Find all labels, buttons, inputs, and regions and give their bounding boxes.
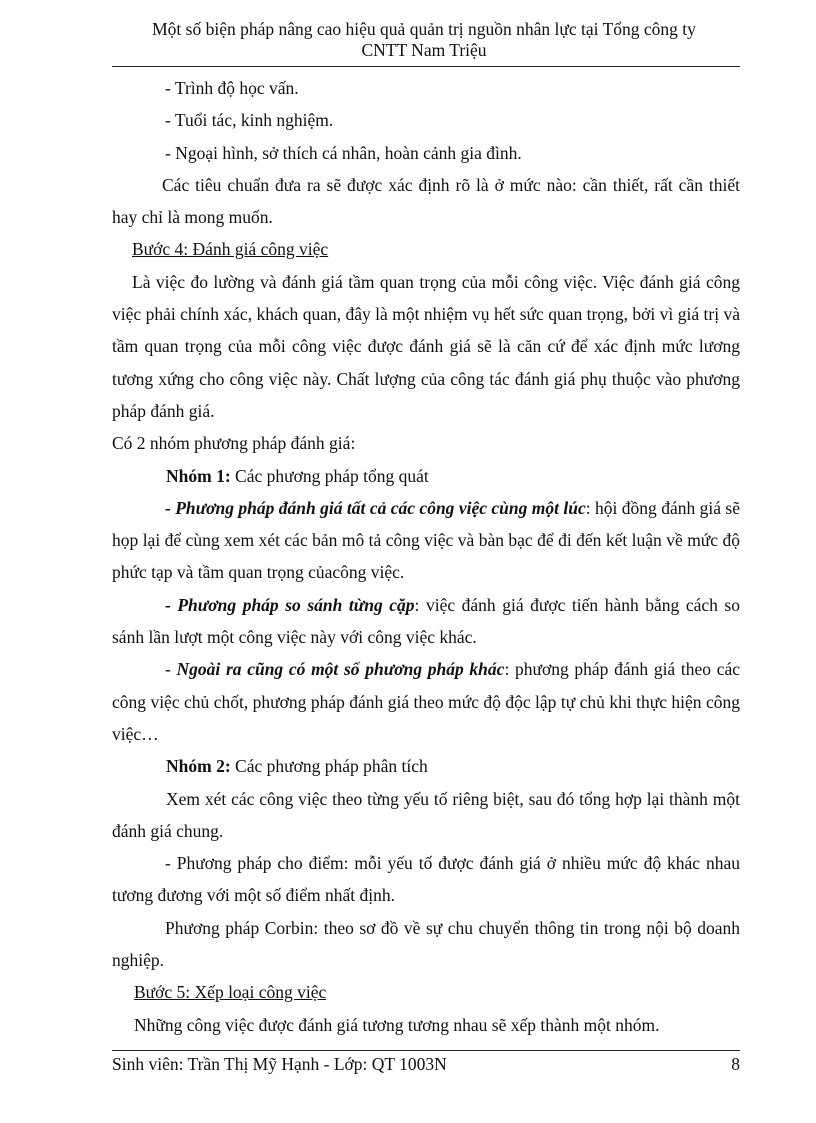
group-1-line bbox=[112, 460, 740, 492]
method-other bbox=[112, 653, 740, 750]
paragraph-criteria: Các tiêu chuẩn đưa ra sẽ được xác định rõ là ở mức nào: cần thiết, rất cần thiết hay chỉ là mong muốn. bbox=[112, 174, 740, 228]
paragraph-analysis: Xem xét các công việc theo từng yếu tố riêng biệt, sau đó tổng hợp lại thành một đánh giá chung. bbox=[112, 788, 740, 841]
step-4-heading bbox=[112, 233, 740, 265]
footer-divider bbox=[112, 1050, 740, 1051]
paragraph-job-classification: Những công việc được đánh giá tương tương nhau sẽ xếp thành một nhóm. bbox=[134, 1014, 660, 1035]
group-2-text: Các phương pháp phân tích bbox=[230, 756, 428, 777]
group-2-label: Nhóm 2: bbox=[166, 756, 231, 777]
group-1-label: Nhóm 1: bbox=[166, 465, 231, 486]
method-pairwise-label: - Phương pháp so sánh từng cặp bbox=[165, 594, 415, 615]
header-title-line-2: CNTT Nam Triệu bbox=[361, 40, 487, 60]
page-number: 8 bbox=[731, 1054, 740, 1074]
paragraph-job-evaluation: Là việc đo lường và đánh giá tầm quan trọng của mỗi công việc. Việc đánh giá công việc phải chính xác, khách quan, đây là một nhiệm vụ hết sức quan trọng, bởi vì giá trị và tầm quan trọng của mỗi công việc được đánh giá sẽ là căn cứ để xác định mức lương tương xứng cho công việc này. Chất lượng của công tác đánh giá phụ thuộc vào phương pháp đánh giá. bbox=[112, 271, 740, 421]
method-all-at-once bbox=[112, 492, 740, 589]
requirement-education: - Trình độ học vấn. bbox=[165, 78, 299, 98]
group-2-line bbox=[112, 750, 740, 782]
method-point-scoring: - Phương pháp cho điểm: mỗi yếu tố được đánh giá ở nhiều mức độ khác nhau tương đương với một số điểm nhất định. bbox=[112, 853, 740, 906]
method-other-text: : phương pháp đánh giá theo các công việc chủ chốt, phương pháp đánh giá theo mức độ độc lập tự chủ khi thực hiện công việc… bbox=[112, 659, 741, 744]
method-all-at-once-label: - Phương pháp đánh giá tất cả các công việc cùng một lúc bbox=[165, 497, 586, 518]
page-header bbox=[108, 19, 740, 61]
method-pairwise-text: : việc đánh giá được tiến hành bằng cách so sánh lần lượt một công việc này với công việc khác. bbox=[112, 594, 740, 648]
method-other-prefix: - bbox=[165, 659, 177, 680]
header-divider bbox=[112, 66, 740, 67]
page-body bbox=[112, 72, 740, 1041]
footer-student-info: Sinh viên: Trần Thị Mỹ Hạnh - Lớp: QT 1003N bbox=[112, 1054, 447, 1074]
paragraph-two-groups: Có 2 nhóm phương pháp đánh giá: bbox=[112, 433, 356, 454]
requirement-age-experience: - Tuổi tác, kinh nghiệm. bbox=[165, 110, 334, 131]
method-pairwise bbox=[112, 589, 740, 654]
header-title-line-1: Một số biện pháp nâng cao hiệu quả quản trị nguồn nhân lực tại Tổng công ty bbox=[152, 19, 696, 39]
requirement-appearance: - Ngoại hình, sở thích cá nhân, hoàn cảnh gia đình. bbox=[165, 142, 522, 163]
method-other-label: Ngoài ra cũng có một số phương pháp khác bbox=[176, 659, 505, 680]
step-4-heading-text: Bước 4: Đánh giá công việc bbox=[132, 239, 329, 260]
method-all-at-once-text: : hội đồng đánh giá sẽ họp lại để cùng xem xét các bản mô tả công việc và bàn bạc để đi đến kết luận về mức độ phức tạp và tầm quan trọng củacông việc. bbox=[112, 497, 740, 583]
method-corbin: Phương pháp Corbin: theo sơ đồ về sự chu chuyển thông tin trong nội bộ doanh nghiệp. bbox=[112, 917, 740, 971]
group-1-text: Các phương pháp tổng quát bbox=[230, 465, 429, 486]
step-5-heading-text: Bước 5: Xếp loại công việc bbox=[134, 982, 327, 1003]
step-5-heading bbox=[112, 976, 740, 1008]
